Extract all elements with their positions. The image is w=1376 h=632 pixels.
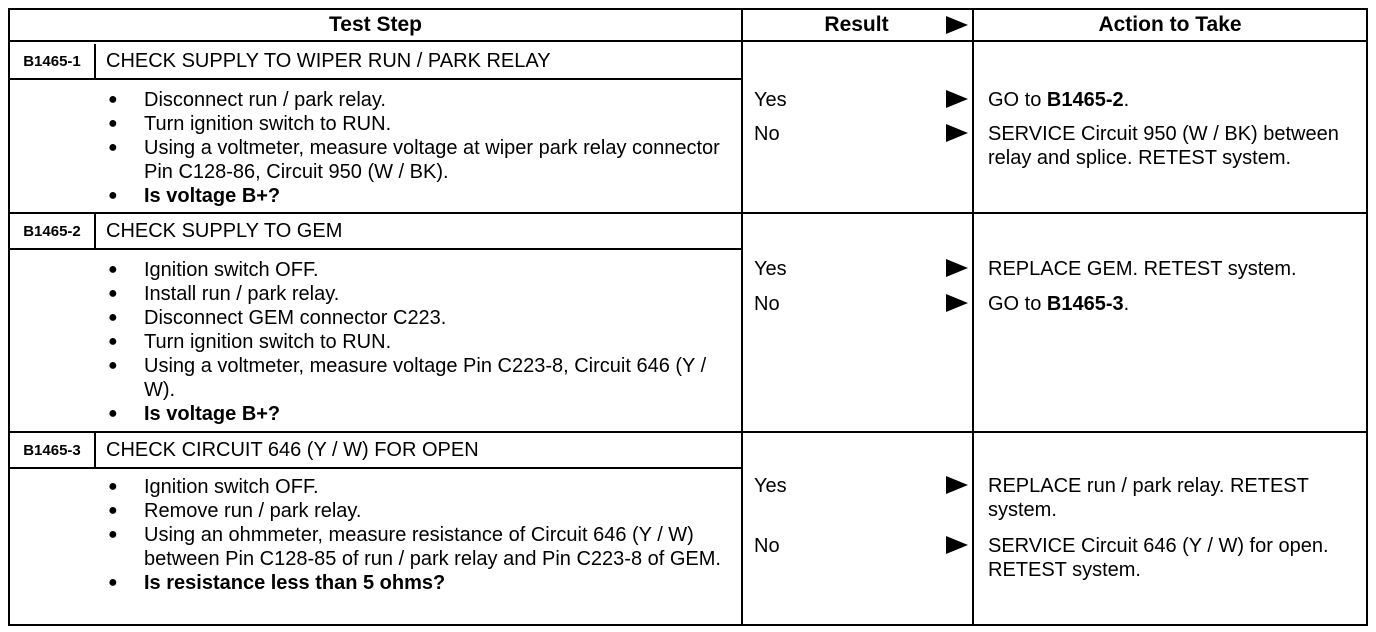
arrow-icon: [946, 259, 968, 277]
column-divider: [741, 10, 743, 624]
action-yes: REPLACE run / park relay. RETEST system.: [988, 475, 1309, 521]
step-bullets: [102, 88, 732, 208]
column-divider: [972, 10, 974, 624]
action-no: GO to B1465-3.: [988, 293, 1130, 315]
header-action: Action to Take: [972, 10, 1368, 42]
step-bullets: [102, 475, 732, 595]
arrow-icon: [946, 536, 968, 554]
action-no: SERVICE Circuit 950 (W / BK) between relay and splice. RETEST system.: [988, 123, 1339, 169]
step-title: CHECK SUPPLY TO GEM: [96, 214, 741, 250]
bullet-question: ● Is resistance less than 5 ohms?: [102, 571, 732, 595]
header-arrow-icon: [946, 16, 968, 34]
action-yes: GO to B1465-2.: [988, 89, 1130, 111]
step-title: CHECK SUPPLY TO WIPER RUN / PARK RELAY: [96, 44, 741, 80]
bullet-item: ● Using an ohmmeter, measure resistance of Circuit 646 (Y / W) between Pin C128-85 of run / park relay and Pin C223-8 of GEM.: [102, 523, 732, 571]
step-title: CHECK CIRCUIT 646 (Y / W) FOR OPEN: [96, 433, 741, 469]
bullet-question: ● Is voltage B+?: [102, 402, 732, 426]
header-test-step: Test Step: [10, 10, 741, 42]
bullet-item: ● Using a voltmeter, measure voltage at wiper park relay connector Pin C128-86, Circuit 950 (W / BK).: [102, 136, 732, 184]
action-no: SERVICE Circuit 646 (Y / W) for open. RETEST system.: [988, 535, 1329, 581]
bullet-item: ● Install run / park relay.: [102, 282, 732, 306]
diagnostic-table: [8, 8, 1368, 626]
step-bullets: [102, 258, 732, 426]
result-no: No: [754, 293, 780, 315]
bullet-item: ● Remove run / park relay.: [102, 499, 732, 523]
bullet-item: ● Using a voltmeter, measure voltage Pin C223-8, Circuit 646 (Y / W).: [102, 354, 732, 402]
bullet-item: ● Turn ignition switch to RUN.: [102, 112, 732, 136]
step-code: B1465-1: [10, 44, 96, 80]
result-yes: Yes: [754, 89, 787, 111]
bullet-item: ● Turn ignition switch to RUN.: [102, 330, 732, 354]
bullet-item: ● Ignition switch OFF.: [102, 475, 732, 499]
bullet-item: ● Disconnect GEM connector C223.: [102, 306, 732, 330]
bullet-item: ● Ignition switch OFF.: [102, 258, 732, 282]
step-code: B1465-2: [10, 214, 96, 250]
header-result: Result: [741, 10, 972, 42]
bullet-item: ● Disconnect run / park relay.: [102, 88, 732, 112]
arrow-icon: [946, 294, 968, 312]
action-yes: REPLACE GEM. RETEST system.: [988, 258, 1297, 280]
result-no: No: [754, 535, 780, 557]
arrow-icon: [946, 90, 968, 108]
arrow-icon: [946, 124, 968, 142]
step-code: B1465-3: [10, 433, 96, 469]
arrow-icon: [946, 476, 968, 494]
bullet-question: ● Is voltage B+?: [102, 184, 732, 208]
result-yes: Yes: [754, 258, 787, 280]
result-no: No: [754, 123, 780, 145]
result-yes: Yes: [754, 475, 787, 497]
